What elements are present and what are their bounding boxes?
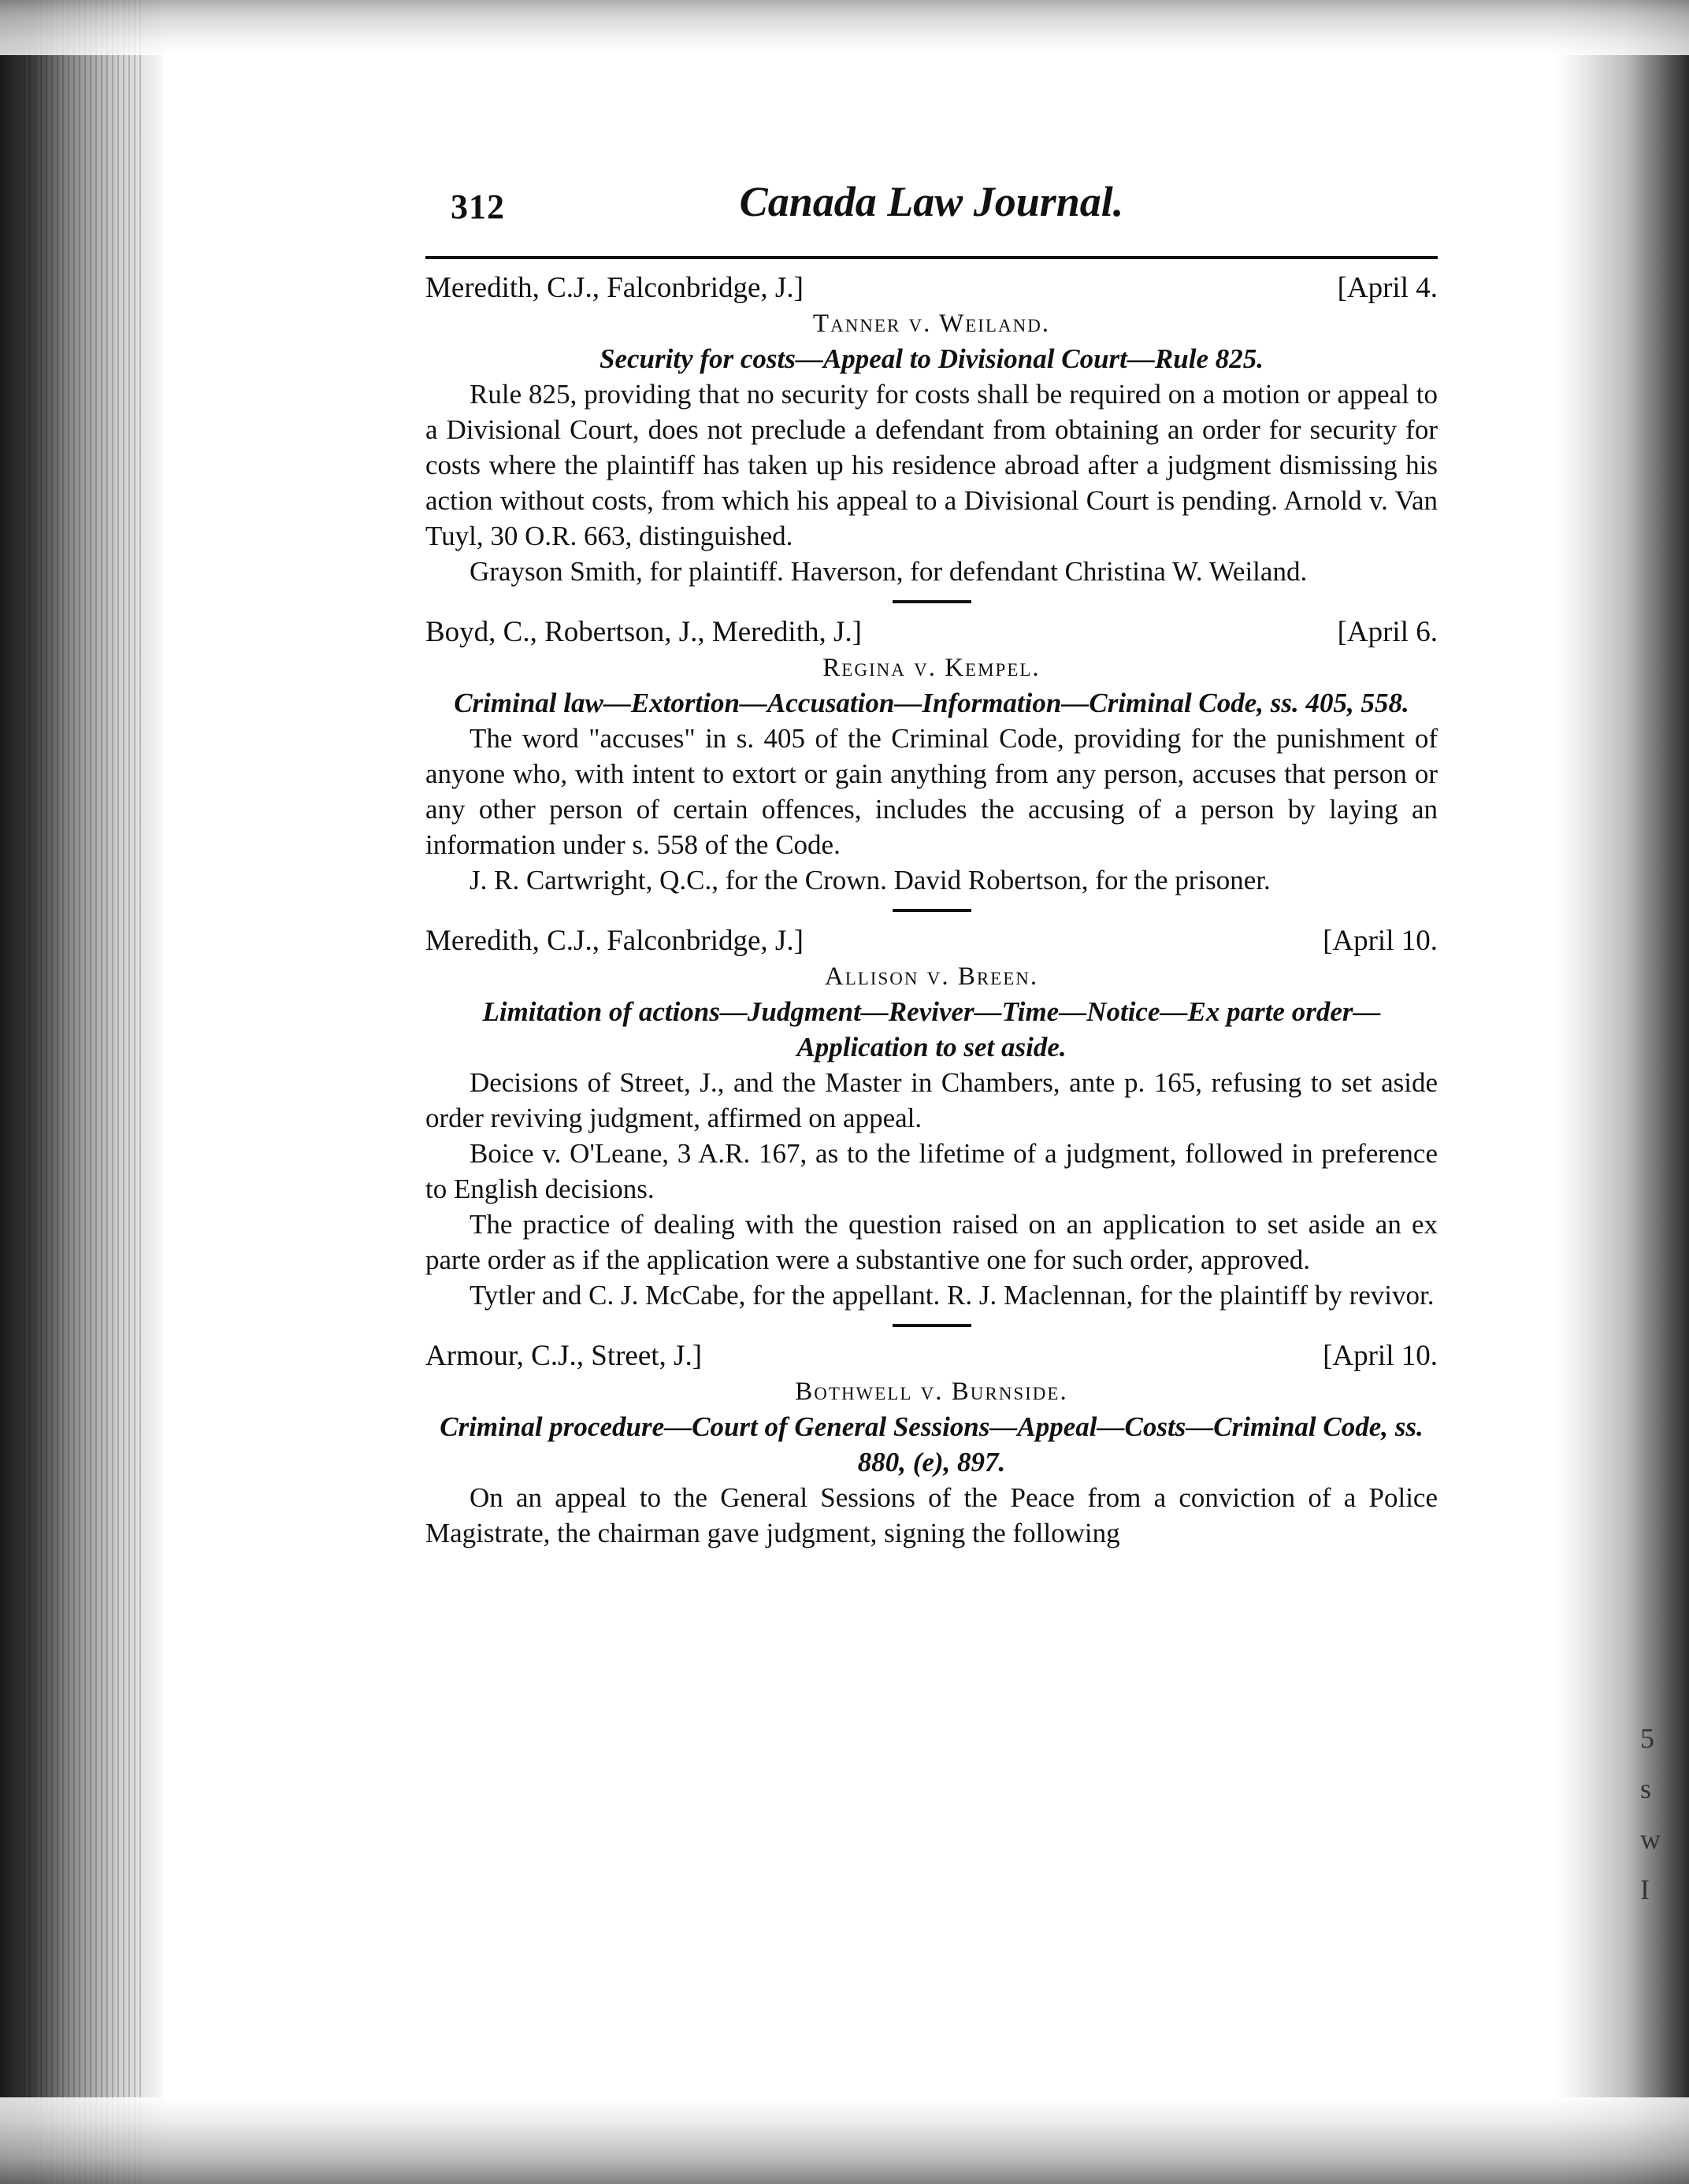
case-regina-v-kempel <box>425 614 1438 898</box>
journal-title: Canada Law Journal. <box>739 178 1124 225</box>
decision-date: [April 10. <box>1323 1340 1438 1372</box>
case-bothwell-v-burnside <box>425 1338 1438 1551</box>
fragment: s <box>1640 1773 1652 1804</box>
case-tanner-v-weiland <box>425 270 1438 589</box>
judges: Meredith, C.J., Falconbridge, J.] <box>425 272 804 304</box>
paragraph: Decisions of Street, J., and the Master in Chambers, ante p. 165, refusing to set aside order reviving judgment, affirmed on appeal. <box>425 1067 1438 1133</box>
fragment: 5 <box>1640 1722 1654 1754</box>
case-title: Tanner v. Weiland. <box>812 310 1051 338</box>
paragraph: Boice v. O'Leane, 3 A.R. 167, as to the lifetime of a judgment, followed in preference to English decisions. <box>425 1138 1438 1204</box>
counsel-paragraph: Grayson Smith, for plaintiff. Haverson, for defendant Christina W. Weiland. <box>470 556 1308 587</box>
journal-page <box>425 177 1438 1551</box>
counsel-paragraph: Tytler and C. J. McCabe, for the appellant. R. J. Maclennan, for the plaintiff by revivor. <box>470 1280 1435 1311</box>
headnote: Criminal law—Extortion—Accusation—Information—Criminal Code, ss. 405, 558. <box>454 688 1409 718</box>
bench-line <box>425 614 1438 651</box>
bench-line <box>425 1338 1438 1374</box>
case-title: Bothwell v. Burnside. <box>795 1378 1068 1406</box>
judges: Meredith, C.J., Falconbridge, J.] <box>425 925 804 957</box>
case-title: Allison v. Breen. <box>824 962 1039 991</box>
bench-line <box>425 923 1438 959</box>
case-title: Regina v. Kempel. <box>822 654 1041 682</box>
headnote: Criminal procedure—Court of General Sessions—Appeal—Costs—Criminal Code, ss. 880, (e), 897. <box>440 1411 1424 1478</box>
case-allison-v-breen <box>425 923 1438 1313</box>
decision-date: [April 10. <box>1323 925 1438 957</box>
page-number: 312 <box>451 187 505 226</box>
headnote: Security for costs—Appeal to Divisional Court—Rule 825. <box>600 343 1264 374</box>
judges: Armour, C.J., Street, J.] <box>425 1340 703 1372</box>
headnote: Limitation of actions—Judgment—Reviver—Time—Notice—Ex parte order—Application to set aside. <box>482 996 1381 1062</box>
decision-date: [April 6. <box>1337 616 1438 648</box>
scan-page-edges <box>24 0 142 2184</box>
paragraph: The word "accuses" in s. 405 of the Criminal Code, providing for the punishment of anyone who, with intent to extort or gain anything from any person, accuses that person or any other person of certain offences, includes the accusing of a person by laying an information under s. 558 of the Code. <box>425 723 1438 860</box>
case-divider <box>893 600 971 603</box>
facing-page-fragments <box>1640 1713 1664 1915</box>
case-divider <box>893 1324 971 1327</box>
scan-right-edge <box>1555 0 1689 2184</box>
running-head <box>425 177 1438 259</box>
scan-top-edge <box>0 0 1689 55</box>
decision-date: [April 4. <box>1337 272 1438 304</box>
paragraph: On an appeal to the General Sessions of the Peace from a conviction of a Police Magistrate, the chairman gave judgment, signing the following <box>425 1482 1438 1548</box>
fragment: w <box>1640 1823 1661 1855</box>
fragment: I <box>1640 1874 1650 1905</box>
case-divider <box>893 909 971 912</box>
bench-line <box>425 270 1438 306</box>
scan-bottom-edge <box>0 2097 1689 2184</box>
paragraph: Rule 825, providing that no security for costs shall be required on a motion or appeal to a Divisional Court, does not preclude a defendant from obtaining an order for security for costs where the plaintiff has taken up his residence abroad after a judgment dismissing his action without costs, from which his appeal to a Divisional Court is pending. Arnold v. Van Tuyl, 30 O.R. 663, distinguished. <box>425 379 1438 551</box>
judges: Boyd, C., Robertson, J., Meredith, J.] <box>425 616 862 648</box>
paragraph: The practice of dealing with the question raised on an application to set aside an ex parte order as if the application were a substantive one for such order, approved. <box>425 1209 1438 1275</box>
counsel-paragraph: J. R. Cartwright, Q.C., for the Crown. David Robertson, for the prisoner. <box>470 865 1271 895</box>
